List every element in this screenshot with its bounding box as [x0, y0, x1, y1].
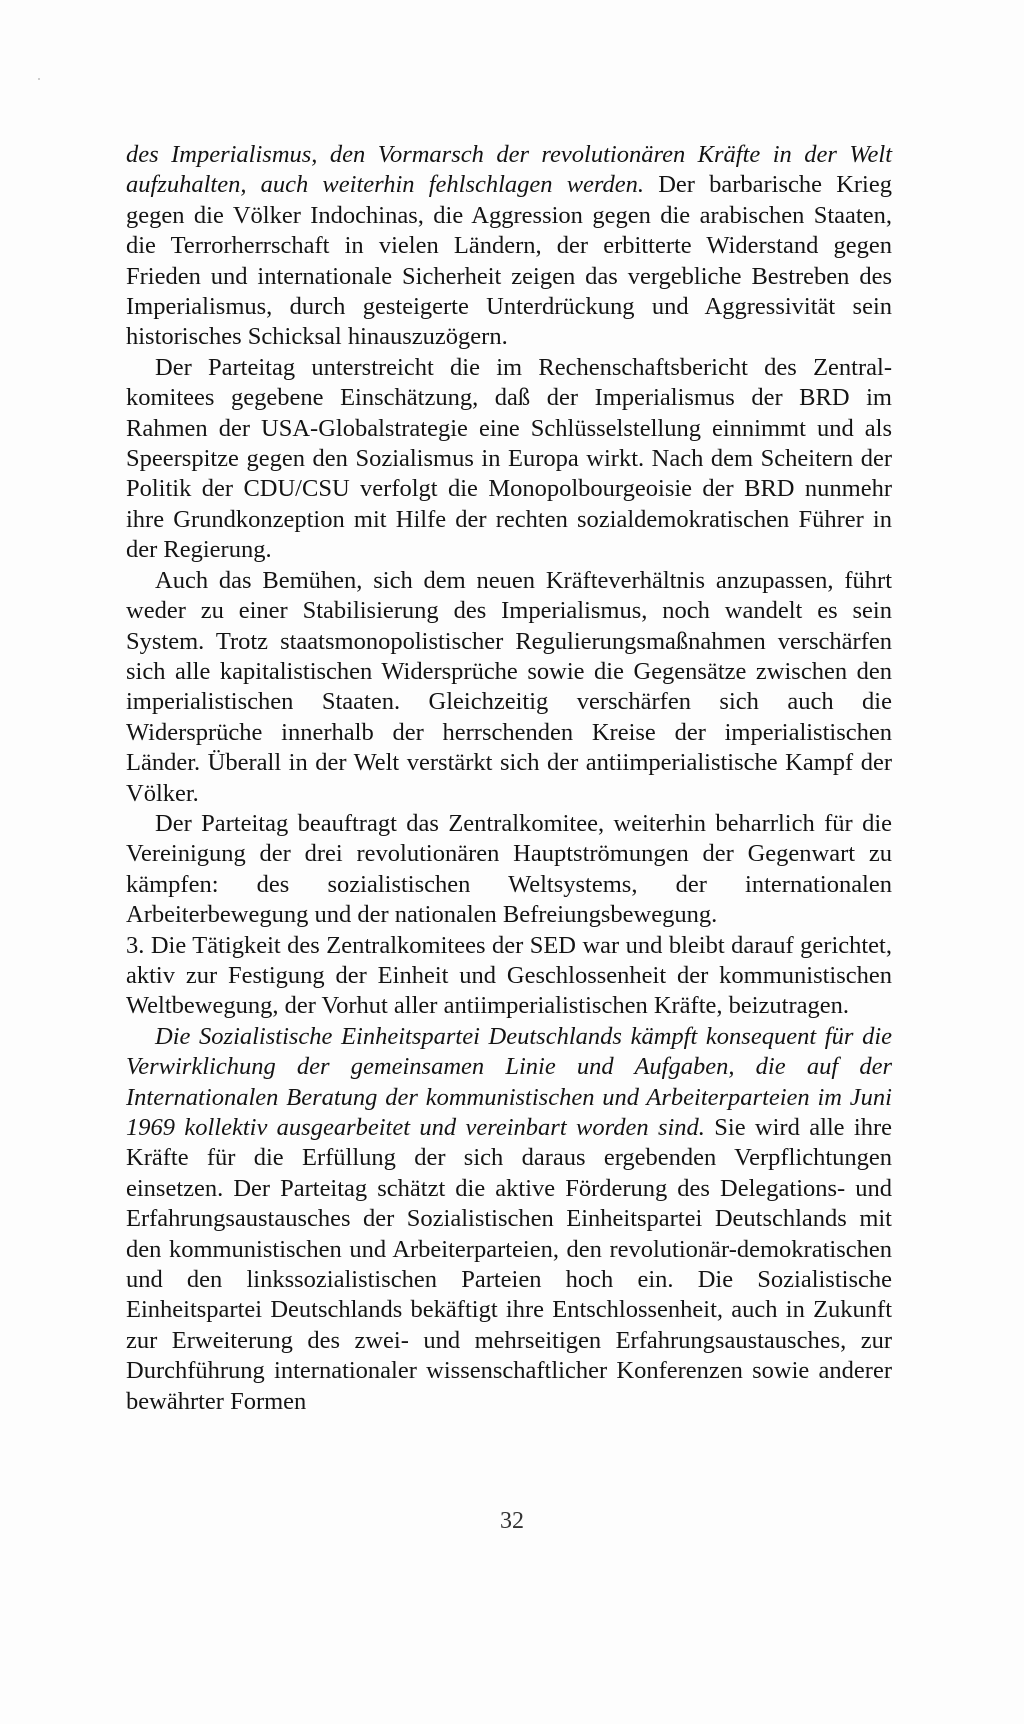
text-run: Auch das Bemühen, sich dem neuen Kräfteverhältnis anzupassen, führt weder zu einer Stabilisierung des Imperialismus, noch wandelt es sein System. Trotz staatsmonopolistischer Regulierungsmaßnahmen verschärfen sich alle kapitalistischen Widersprüche sowie die Gegensätze zwischen den imperialistischen Staaten. Gleichzeitig verschärfen sich auch die Widersprüche innerhalb der herrschenden Kreise der imperialistischen Länder. Überall in der Welt verstärkt sich der antiimperialistische Kampf der Völker.: [126, 566, 892, 807]
scan-speck: [38, 78, 40, 80]
text-run: Sie wird alle ihre Kräfte für die Erfüllung der sich daraus ergebenden Verpflichtungen einsetzen. Der Parteitag schätzt die aktive Förderung des Delegations- und Erfahrungsaustausches der Sozialistischen Einheitspartei Deutschlands mit den kommunistischen und Arbeiterparteien, den revolutionär-demokratischen und den linkssozialistischen Parteien hoch ein. Die Sozialistische Einheitspartei Deutschlands bekäftigt ihre Entschlossenheit, auch in Zukunft zur Erweiterung des zwei- und mehrseitigen Erfahrungsaustausches, zur Durchführung internationaler wissenschaftlicher Konferenzen sowie anderer bewährter Formen: [126, 1114, 893, 1415]
italic-run: Die Sozialistische Einheitspartei Deutschlands kämpft konsequent für die Verwirklichung der gemeinsamen Linie und Aufgaben, die auf der Internationalen Beratung der kommunistischen und Arbeiterparteien im Juni 1969 kollektiv ausgearbeitet und vereinbart worden sind.: [126, 1022, 892, 1141]
text-run: 3. Die Tätigkeit des Zentralkomitees der SED war und bleibt darauf gerichtet, aktiv zur Festigung der Einheit und Geschlossenheit der kommunistischen Weltbewegung, der Vorhut aller antiimperialistischen Kräfte, beizutragen.: [126, 931, 892, 1020]
paragraph: [126, 1022, 892, 1417]
paragraph: [126, 809, 892, 931]
body-text: [126, 140, 892, 1417]
italic-run: des Imperialismus, den Vormarsch der revolutionären Kräfte in der Welt aufzuhalten, auch weiterhin fehlschlagen werden.: [126, 141, 892, 199]
paragraph: [126, 353, 892, 566]
text-run: Der barbarische Krieg gegen die Völker Indochinas, die Aggression gegen die arabischen Staaten, die Terrorherrschaft in vielen Ländern, der erbitterte Widerstand gegen Frieden und internationale Sicherheit zeigen das vergebliche Bestreben des Imperialismus, durch gesteigerte Unterdrückung und Aggressivität sein historisches Schicksal hinauszuzögern.: [126, 171, 892, 351]
text-run: Der Parteitag unterstreicht die im Rechenschaftsbericht des Zentralkomitees gegebene Einschätzung, daß der Imperialismus der BRD im Rahmen der USA-Globalstrategie eine Schlüsselstellung einnimmt und als Speerspitze gegen den Sozialismus in Europa wirkt. Nach dem Scheitern der Politik der CDU/CSU verfolgt die Monopolbourgeoisie der BRD nunmehr ihre Grundkonzeption mit Hilfe der rechten sozialdemokratischen Führer in der Regierung.: [126, 353, 892, 564]
paragraph: [126, 566, 892, 809]
paragraph: [126, 140, 892, 353]
page-number: 32: [500, 1508, 524, 1534]
text-run: Der Parteitag beauftragt das Zentralkomitee, weiterhin beharrlich für die Vereinigung der drei revolutionären Hauptströmungen der Gegenwart zu kämpfen: des sozialistischen Weltsystems, der internationalen Arbeiterbewegung und der nationalen Befreiungsbewegung.: [126, 809, 892, 929]
paragraph: [126, 931, 892, 1022]
